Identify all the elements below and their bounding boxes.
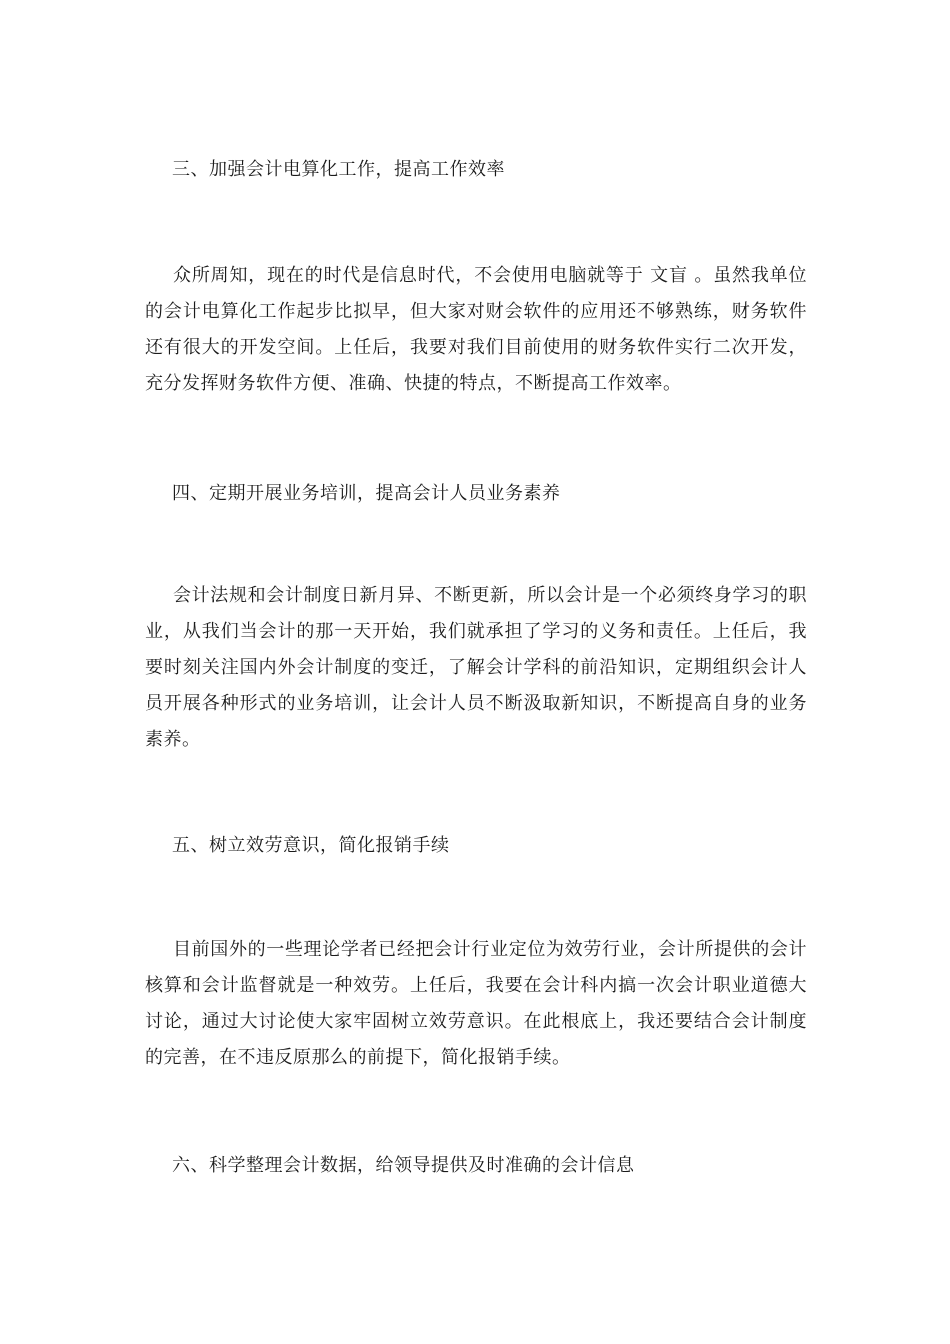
section-heading-5: 五、树立效劳意识，简化报销手续 — [172, 835, 450, 856]
section-paragraph-4: 会计法规和会计制度日新月异、不断更新，所以会计是一个必须终身学习的职业，从我们当会计的那一天开始，我们就承担了学习的义务和责任。上任后，我要时刻关注国内外会计制度的变迁，了解会计学科的前沿知识，定期组织会计人员开展各种形式的业务培训，让会计人员不断汲取新知识，不断提高自身的业务素养。 — [145, 585, 807, 750]
section-heading-4: 四、定期开展业务培训，提高会计人员业务素养 — [172, 483, 561, 504]
section-paragraph-5: 目前国外的一些理论学者已经把会计行业定位为效劳行业，会计所提供的会计核算和会计监督就是一种效劳。上任后，我要在会计科内搞一次会计职业道德大讨论，通过大讨论使大家牢固树立效劳意识。在此根底上，我还要结合会计制度的完善，在不违反原那么的前提下，简化报销手续。 — [145, 939, 807, 1068]
section-heading-3: 三、加强会计电算化工作，提高工作效率 — [172, 159, 505, 180]
section-paragraph-3: 众所周知，现在的时代是信息时代，不会使用电脑就等于 文盲 。虽然我单位的会计电算化工作起步比拟早，但大家对财会软件的应用还不够熟练，财务软件还有很大的开发空间。上任后，我要对我们目前使用的财务软件实行二次开发，充分发挥财务软件方便、准确、快捷的特点，不断提高工作效率。 — [145, 265, 807, 394]
section-heading-6: 六、科学整理会计数据，给领导提供及时准确的会计信息 — [172, 1155, 635, 1176]
